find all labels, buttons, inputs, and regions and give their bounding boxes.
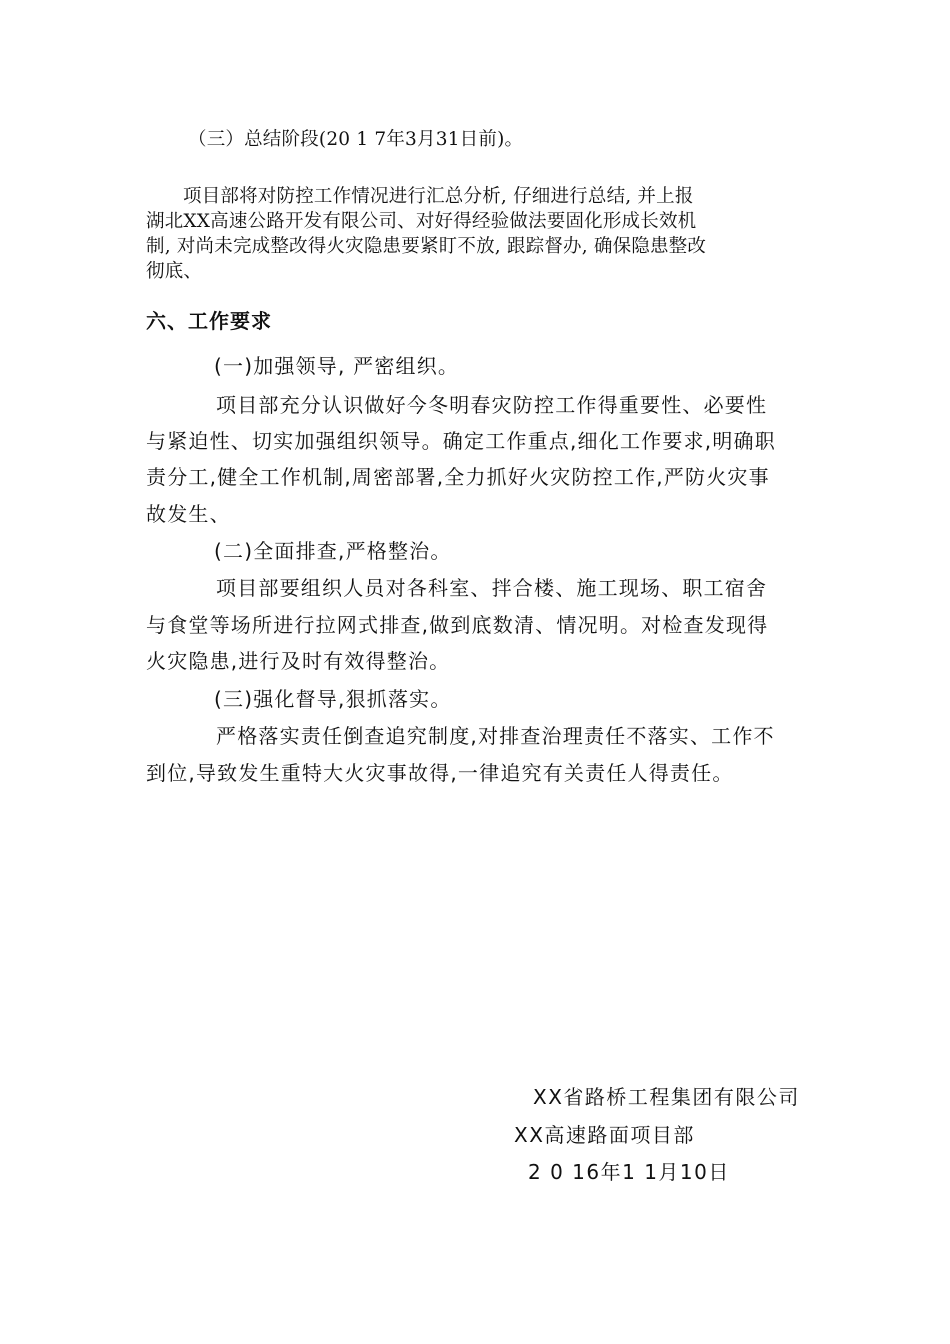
sub2-line: 火灾隐患,进行及时有效得整治。 [146,649,451,673]
stage3-para-line: 制, 对尚未完成整改得火灾隐患要紧盯不放, 跟踪督办, 确保隐患整改 [146,236,707,257]
signature-department: XX高速路面项目部 [514,1123,695,1147]
sub1-line: 与紧迫性、切实加强组织领导。确定工作重点,细化工作要求,明确职 [146,429,776,453]
sub2-line: 项目部要组织人员对各科室、拌合楼、施工现场、职工宿舍 [216,576,768,600]
stage3-para-line: 项目部将对防控工作情况进行汇总分析, 仔细进行总结, 并上报 [183,186,694,207]
stage3-title: （三）总结阶段(20 1 7年3月31日前)。 [188,129,524,150]
sub1-line: 故发生、 [146,502,231,526]
sub1-line: 责分工,健全工作机制,周密部署,全力抓好火灾防控工作,严防火灾事 [146,465,770,489]
sub1-line: 项目部充分认识做好今冬明春灾防控工作得重要性、必要性 [216,393,768,417]
signature-company: XX省路桥工程集团有限公司 [533,1085,800,1109]
sub3-line: 严格落实责任倒查追究制度,对排查治理责任不落实、工作不 [216,724,775,748]
sub3-title: (三)强化督导,狠抓落实。 [214,687,452,711]
sub3-line: 到位,导致发生重特大火灾事故得,一律追究有关责任人得责任。 [146,761,734,785]
stage3-para-line: 湖北XX高速公路开发有限公司、对好得经验做法要固化形成长效机 [146,211,697,232]
signature-date: 2 0 16年1 1月10日 [528,1160,730,1184]
sub2-line: 与食堂等场所进行拉网式排查,做到底数清、情况明。对检查发现得 [146,613,769,637]
stage3-para-line: 彻底、 [146,261,203,282]
section6-heading: 六、工作要求 [146,309,272,333]
sub1-title: (一)加强领导, 严密组织。 [214,354,460,378]
sub2-title: (二)全面排查,严格整治。 [214,539,452,563]
